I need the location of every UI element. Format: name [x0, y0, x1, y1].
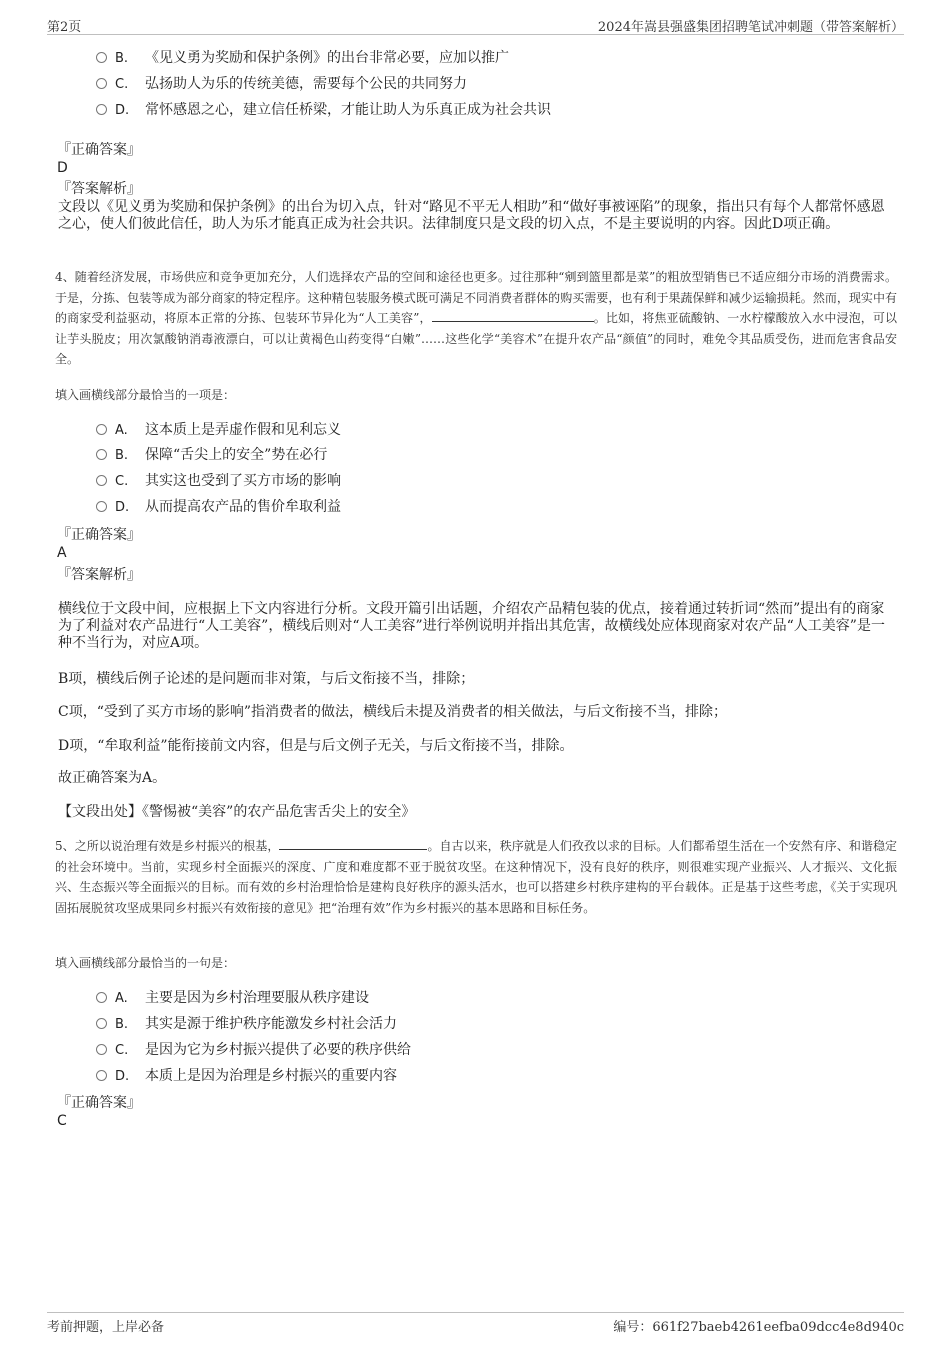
q4-analysis-d: D项，“牟取利益”能衔接前文内容，但是与后文例子无关，与后文衔接不当，排除。	[58, 738, 574, 754]
q4-option-d[interactable]: D. 从而提高农产品的售价牟取利益	[96, 497, 341, 517]
q5-answer: C	[57, 1113, 67, 1129]
q3-analysis-label: 『答案解析』	[57, 181, 141, 197]
page-header	[47, 14, 904, 35]
q5-option-c[interactable]: C. 是因为它为乡村振兴提供了必要的秩序供给	[96, 1040, 411, 1060]
q5-option-a[interactable]: A. 主要是因为乡村治理要服从秩序建设	[96, 988, 369, 1008]
q3-option-d[interactable]: D. 常怀感恩之心，建立信任桥梁，才能让助人为乐真正成为社会共识	[96, 100, 551, 120]
radio-icon[interactable]	[96, 449, 107, 460]
footer-slogan: 考前押题，上岸必备	[47, 1320, 165, 1335]
radio-icon[interactable]	[96, 52, 107, 63]
q4-conclusion: 故正确答案为A。	[58, 770, 167, 786]
q4-analysis-main: 横线位于文段中间，应根据上下文内容进行分析。文段开篇引出话题，介绍农产品精包装的优点，接着通过转折词“然而”提出有的商家为了利益对农产品进行“人工美容”，横线后则对“人工美容”进行举例说明并指出其危害，故横线处应体现商家对农产品“人工美容”是一种不当行为，对应A项。	[58, 601, 885, 651]
q4-option-c[interactable]: C. 其实这也受到了买方市场的影响	[96, 471, 341, 491]
page-footer	[47, 1312, 904, 1337]
q5-stem: 5、之所以说治理有效是乡村振兴的根基， 。自古以来，秩序就是人们孜孜以求的目标。人们都希望生活在一个安然有序、和谐稳定的社会环境中。当前，实现乡村全面振兴的深度、广度和难度都不亚于脱贫攻坚。在这种情况下，没有良好的秩序，则很难实现产业振兴、人才振兴、文化振兴、生态振兴等全面振兴的目标。而有效的乡村治理恰恰是建构良好秩序的源头活水，也可以搭建乡村秩序建构的平台载体。正是基于这些考虑，《关于实现巩固拓展脱贫攻坚成果同乡村振兴有效衔接的意见》把“治理有效”作为乡村振兴的基本思路和目标任务。	[55, 839, 897, 915]
q4-analysis-label: 『答案解析』	[57, 567, 141, 583]
q5-option-d[interactable]: D. 本质上是因为治理是乡村振兴的重要内容	[96, 1066, 397, 1086]
radio-icon[interactable]	[96, 1044, 107, 1055]
q4-analysis-b: B项，横线后例子论述的是问题而非对策，与后文衔接不当，排除；	[58, 671, 475, 687]
radio-icon[interactable]	[96, 78, 107, 89]
q3-answer: D	[57, 160, 68, 176]
q3-answer-label: 『正确答案』	[57, 142, 141, 158]
radio-icon[interactable]	[96, 475, 107, 486]
document-title: 2024年嵩县强盛集团招聘笔试冲刺题（带答案解析）	[597, 20, 904, 35]
radio-icon[interactable]	[96, 501, 107, 512]
radio-icon[interactable]	[96, 104, 107, 115]
q4-prompt: 填入画横线部分最恰当的一项是：	[55, 388, 236, 402]
radio-icon[interactable]	[96, 992, 107, 1003]
radio-icon[interactable]	[96, 1018, 107, 1029]
q4-blank	[432, 321, 594, 322]
q4-analysis-c: C项，“受到了买方市场的影响”指消费者的做法，横线后未提及消费者的相关做法，与后文衔接不当，排除；	[58, 704, 728, 720]
q5-blank	[279, 849, 427, 850]
page-number: 第2页	[47, 20, 82, 35]
q4-option-b[interactable]: B. 保障“舌尖上的安全”势在必行	[96, 445, 327, 465]
q4-answer-label: 『正确答案』	[57, 527, 141, 543]
q3-analysis: 文段以《见义勇为奖励和保护条例》的出台为切入点，针对“路见不平无人相助”和“做好事被诬陷”的现象，指出只有每个人都常怀感恩之心，使人们彼此信任，助人为乐才能真正成为社会共识。法律制度只是文段的切入点，不是主要说明的内容。因此D项正确。	[58, 199, 885, 232]
q4-answer: A	[57, 545, 67, 561]
radio-icon[interactable]	[96, 1070, 107, 1081]
q3-option-c[interactable]: C. 弘扬助人为乐的传统美德，需要每个公民的共同努力	[96, 74, 467, 94]
document-code: 编号：661f27baeb4261eefba09dcc4e8d940c	[613, 1320, 904, 1335]
q3-option-b[interactable]: B. 《见义勇为奖励和保护条例》的出台非常必要，应加以推广	[96, 48, 509, 68]
q4-source: 【文段出处】《警惕被“美容”的农产品危害舌尖上的安全》	[58, 804, 416, 820]
q4-stem: 4、随着经济发展，市场供应和竞争更加充分，人们选择农产品的空间和途径也更多。过往那种“剜到篮里都是菜”的粗放型销售已不适应细分市场的消费需求。于是，分拣、包装等成为部分商家的特定程序。这种精包装服务模式既可满足不同消费者群体的购买需要，也有利于果蔬保鲜和减少运输损耗。然而，现实中有的商家受利益驱动，将原本正常的分拣、包装环节异化为“人工美容”， 。比如，将焦亚硫酸钠、一水柠檬酸放入水中浸泡，可以让芋头脱皮；用次氯酸钠消毒液漂白，可以让黄褐色山药变得“白嫩”……这些化学“美容术”在提升农产品“颜值”的同时，难免令其品质受伤，进而危害食品安全。	[55, 270, 897, 366]
q5-prompt: 填入画横线部分最恰当的一句是：	[55, 956, 236, 970]
radio-icon[interactable]	[96, 424, 107, 435]
q4-option-a[interactable]: A. 这本质上是弄虚作假和见利忘义	[96, 420, 341, 440]
q5-answer-label: 『正确答案』	[57, 1095, 141, 1111]
q5-option-b[interactable]: B. 其实是源于维护秩序能激发乡村社会活力	[96, 1014, 397, 1034]
